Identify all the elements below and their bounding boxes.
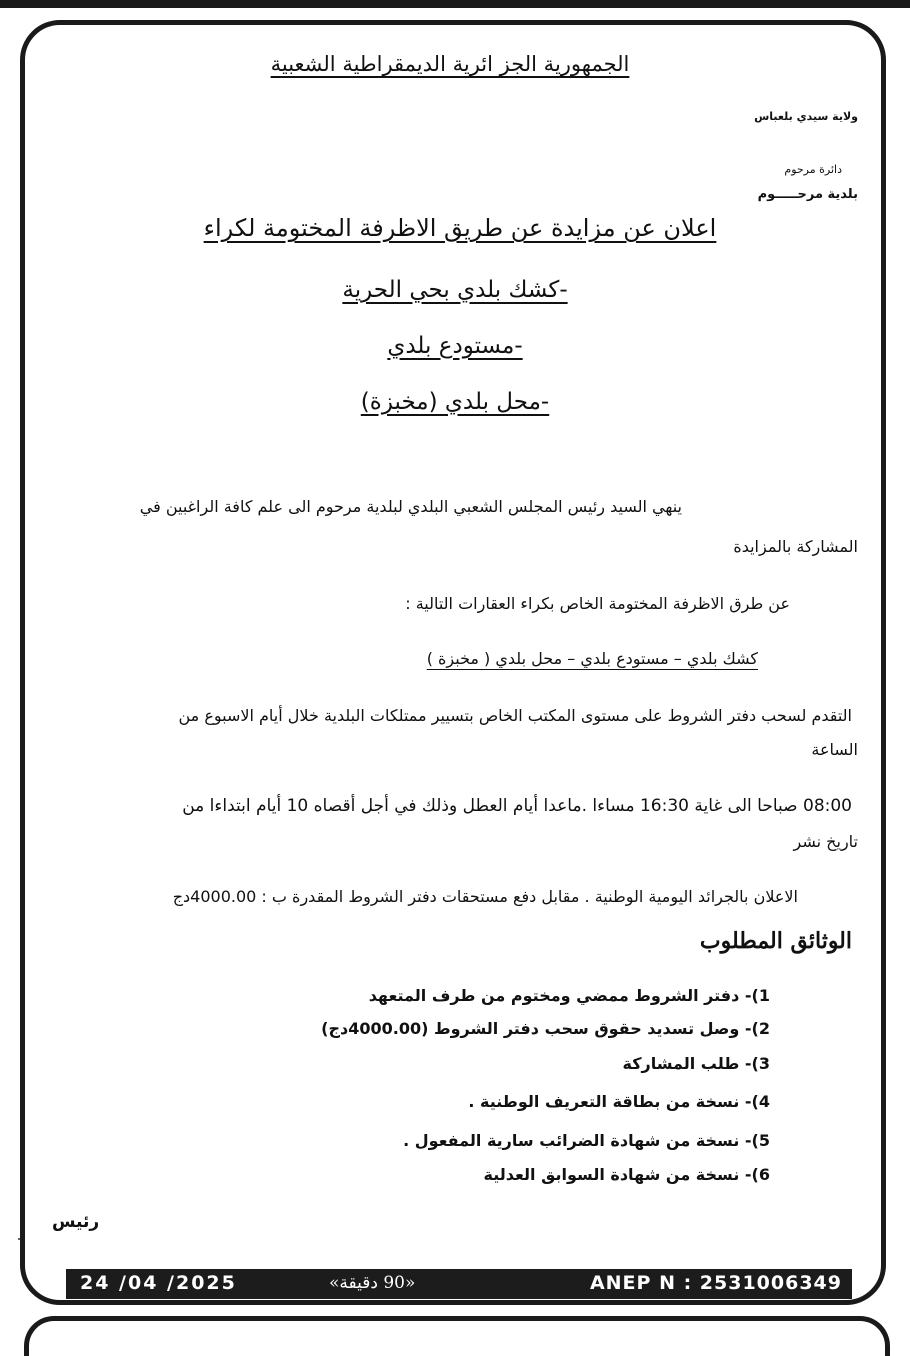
paragraph-2: عن طرق الاظرفة المختومة الخاص بكراء العقارات التالية : bbox=[405, 594, 790, 613]
paragraph-5-line-1: 08:00 صباحا الى غاية 16:30 مساءا .ماعدا أيام العطل وذلك في أجل أقصاه 10 أيام ابتداءا من bbox=[182, 796, 852, 816]
next-announcement-frame bbox=[24, 1316, 890, 1356]
commune-label: بلدية مرحـــــوم bbox=[757, 187, 858, 202]
document-item-4: 4)- نسخة من بطاقة التعريف الوطنية . bbox=[468, 1092, 770, 1111]
footer-anep-number: ANEP N : 2531006349 bbox=[589, 1272, 842, 1294]
footer-time: «90 دقيقة» bbox=[329, 1273, 416, 1293]
top-border bbox=[0, 0, 910, 8]
document-item-5: 5)- نسخة من شهادة الضرائب سارية المفعول . bbox=[403, 1131, 770, 1150]
paragraph-5-line-2: تاريخ نشر bbox=[793, 832, 858, 851]
paragraph-3: كشك بلدي – مستودع بلدي – محل بلدي ( مخبزة ) bbox=[426, 649, 758, 668]
document-item-2: 2)- وصل تسديد حقوق سحب دفتر الشروط (4000.00دج) bbox=[321, 1019, 770, 1038]
item-kiosk: -كشك بلدي بحي الحرية bbox=[342, 277, 568, 303]
wilaya-label: ولاية سيدي بلعباس bbox=[754, 110, 858, 123]
signature-label: رئيس bbox=[52, 1212, 100, 1232]
announcement-title: اعلان عن مزايدة عن طريق الاظرفة المختومة لكراء bbox=[203, 214, 717, 242]
paragraph-6: الاعلان بالجرائد اليومية الوطنية . مقابل دفع مستحقات دفتر الشروط المقدرة ب : 4000.00دج bbox=[172, 887, 798, 906]
document-item-3: 3)- طلب المشاركة bbox=[622, 1054, 770, 1073]
republic-title: الجمهورية الجز ائرية الديمقراطية الشعبية bbox=[270, 52, 630, 76]
footer-bar bbox=[66, 1269, 852, 1299]
daira-label: دائرة مرحوم bbox=[784, 163, 842, 176]
item-warehouse: -مستودع بلدي bbox=[387, 333, 523, 359]
paragraph-1-line-2: المشاركة بالمزايدة bbox=[733, 537, 858, 556]
footer-date: 24 /04 /2025 bbox=[80, 1272, 237, 1294]
item-bakery: -محل بلدي (مخبزة) bbox=[360, 389, 550, 415]
paragraph-4-line-1: التقدم لسحب دفتر الشروط على مستوى المكتب الخاص بتسيير ممتلكات البلدية خلال أيام الاسبوع من bbox=[178, 706, 852, 725]
document-item-1: 1)- دفتر الشروط ممضي ومختوم من طرف المتعهد bbox=[368, 986, 770, 1005]
paragraph-1-line-1: ينهي السيد رئيس المجلس الشعبي البلدي لبلدية مرحوم الى علم كافة الراغبين في bbox=[139, 497, 682, 516]
paragraph-4-line-2: الساعة bbox=[811, 740, 858, 759]
documents-heading: الوثائق المطلوب bbox=[699, 928, 852, 954]
scan-speck bbox=[18, 1238, 20, 1240]
document-item-6: 6)- نسخة من شهادة السوابق العدلية bbox=[483, 1165, 770, 1184]
